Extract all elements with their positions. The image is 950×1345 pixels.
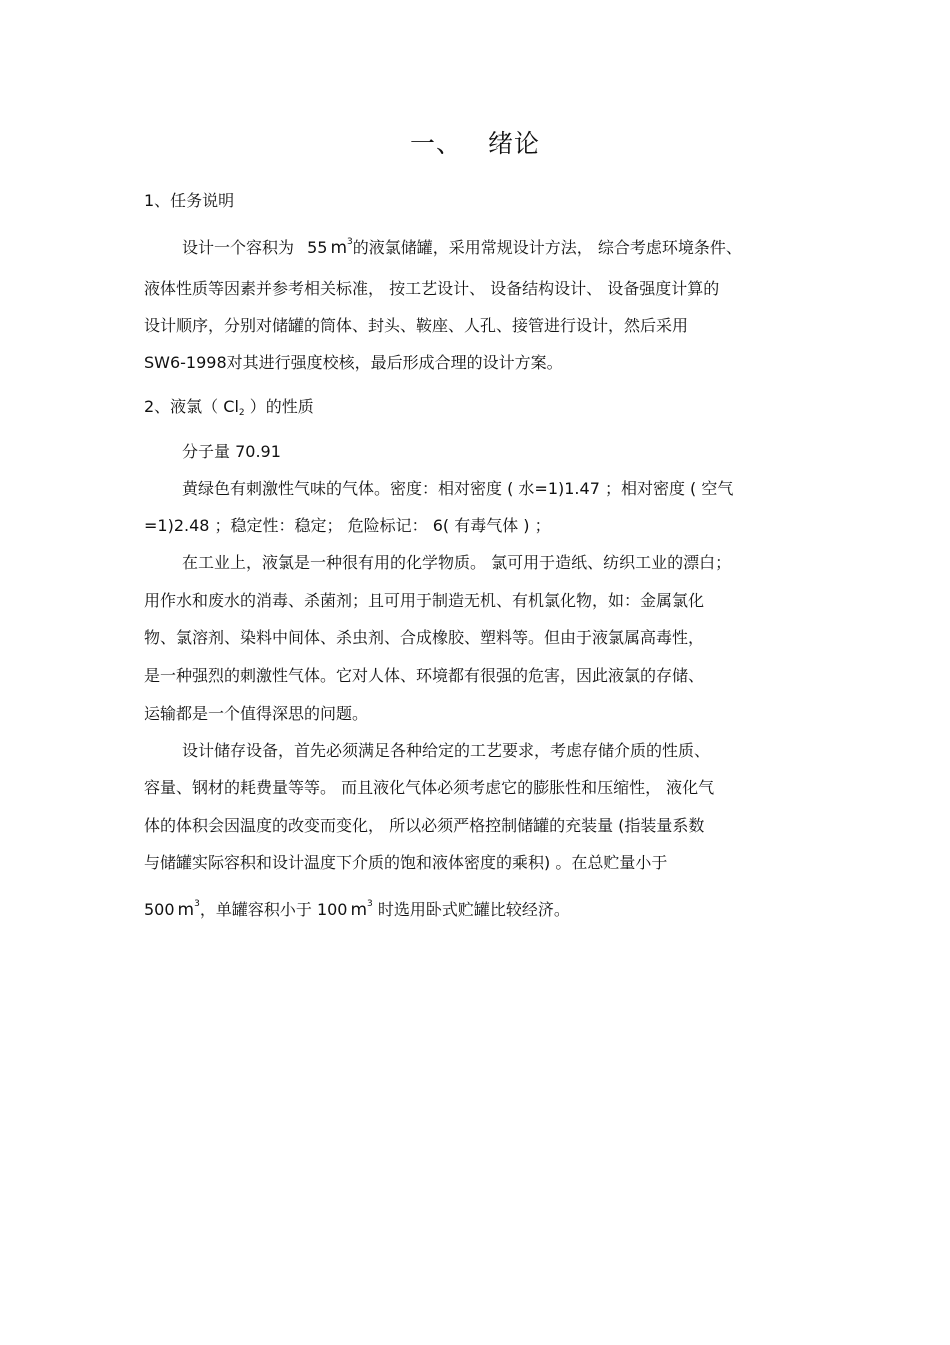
section-2-title: 2、液氯（ $Cl_2$ ）的性质 (144, 397, 314, 418)
paragraph-line: 是一种强烈的刺激性气体。它对人体、环境都有很强的危害，因此液氯的存储、 (144, 666, 705, 685)
paragraph-line: 在工业上，液氯是一种很有用的化学物质。 氯可用于造纸、纺织工业的漂白； (182, 553, 732, 572)
molecular-weight: 分子量 70.91 (182, 442, 281, 461)
section-1-title: 1、任务说明 (144, 191, 235, 210)
chapter-title (0, 124, 950, 160)
paragraph-line: 物、氯溶剂、染料中间体、杀虫剂、合成橡胶、塑料等。但由于液氯属高毒性， (144, 628, 705, 647)
paragraph-line: =1)2.48 ；稳定性：稳定； 危险标记： 6( 有毒气体 ) ； (144, 516, 551, 535)
paragraph-line: 用作水和废水的消毒、杀菌剂；且可用于制造无机、有机氯化物，如：金属氯化 (144, 591, 705, 610)
paragraph-line: SW6-1998对其进行强度校核，最后形成合理的设计方案。 (144, 353, 563, 372)
chapter-name: 绪论 (488, 129, 541, 158)
paragraph-line: 设计一个容积为 55 $m^3$的液氯储罐，采用常规设计方法， 综合考虑环境条件、 (182, 237, 742, 258)
paragraph-line: 体的体积会因温度的改变而变化， 所以必须严格控制储罐的充装量 (指装量系数 (144, 816, 705, 835)
paragraph-line: 运输都是一个值得深思的问题。 (144, 704, 369, 723)
paragraph-line: 设计顺序，分别对储罐的筒体、封头、鞍座、人孔、接管进行设计，然后采用 (144, 316, 689, 335)
paragraph-line: 500 $m^3$，单罐容积小于 100 $m^3$ 时选用卧式贮罐比较经济。 (144, 899, 570, 920)
chapter-number: 一、 (409, 129, 462, 158)
paragraph-line: 黄绿色有刺激性气味的气体。密度：相对密度 ( 水=1)1.47 ；相对密度 ( 空气 (182, 479, 734, 498)
paragraph-line: 液体性质等因素并参考相关标准， 按工艺设计、 设备结构设计、 设备强度计算的 (144, 279, 720, 298)
paragraph-line: 与储罐实际容积和设计温度下介质的饱和液体密度的乘积) 。在总贮量小于 (144, 853, 668, 872)
paragraph-line: 容量、钢材的耗费量等等。 而且液化气体必须考虑它的膨胀性和压缩性， 液化气 (144, 778, 715, 797)
paragraph-line: 设计储存设备，首先必须满足各种给定的工艺要求，考虑存储介质的性质、 (182, 741, 711, 760)
